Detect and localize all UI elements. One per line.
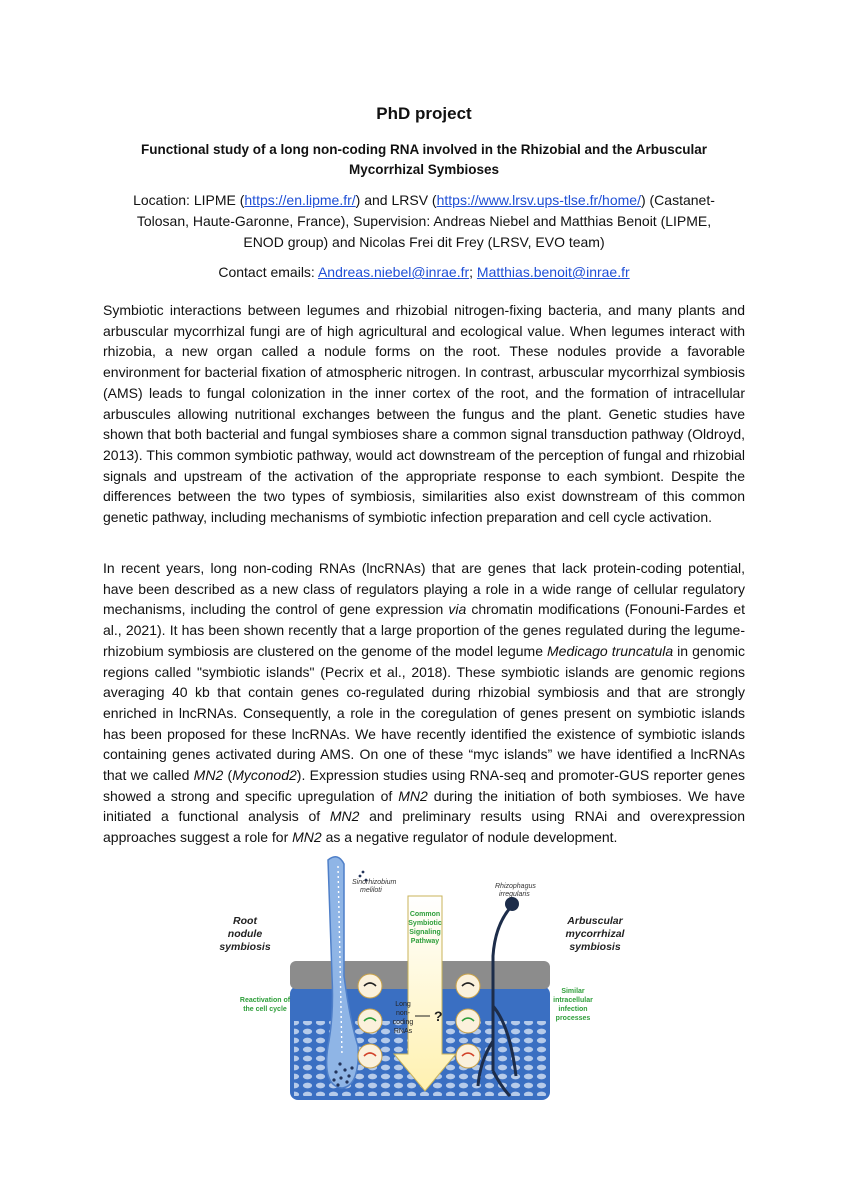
location-prefix: Location: LIPME ( xyxy=(133,192,245,208)
question-mark: ? xyxy=(434,1008,443,1024)
para2-text-7: and preliminary results using RNAi and overexpression approaches suggest a role for xyxy=(103,808,745,846)
similar-label-2: intracellular xyxy=(553,997,593,1004)
para2-text-5: ). Expression studies using RNA-seq and promoter-GUS reporter genes showed a strong and specific upregulation of xyxy=(103,767,745,804)
location-block xyxy=(118,190,730,253)
para2-species-name: Medicago truncatula xyxy=(547,642,674,659)
para2-myconod2: Myconod2 xyxy=(232,767,297,784)
symbiosis-figure xyxy=(210,856,640,1106)
location-mid: ) and LRSV ( xyxy=(355,192,437,208)
amf-label-1: Arbuscular xyxy=(567,915,623,927)
lncrna-label-1: Long xyxy=(395,1001,411,1008)
lipme-link[interactable]: https://en.lipme.fr/ xyxy=(244,192,356,208)
para2-text-4: ( xyxy=(223,767,233,784)
contact-prefix: Contact emails: xyxy=(218,264,318,280)
root-nodule-label-3: symbiosis xyxy=(219,941,271,953)
reactivation-label-2: the cell cycle xyxy=(243,1006,287,1013)
paragraph-intro: Symbiotic interactions between legumes and rhizobial nitrogen-fixing bacteria, and many plants and arbuscular mycorrhizal fungi are of high agricultural and ecological value. When legumes interact with rhizobia, a new organ called a nodule forms on the root. These nodules provide a favorable environment for bacterial fixation of atmospheric nitrogen. In contrast, arbuscular mycorrhizal symbiosis (AMS) leads to fungal colonization in the inner cortex of the root, and the formation of intracellular arbuscules allowing nutritional exchanges between the fungus and the plant. Genetic studies have shown that both bacterial and fungal symbioses share a common signal transduction pathway (Oldroyd, 2013). This common symbiotic pathway, would act downstream of the perception of fungal and rhizobial signals and upstream of the activation of the appropriate response to each symbiont. Despite the differences between the two types of symbiosis, similarities also exist downstream of this common genetic pathway, including mechanisms of symbiotic infection preparation and cell cycle activation. xyxy=(103,302,745,526)
page-title: PhD project xyxy=(376,104,472,123)
root-nodule-label-1: Root xyxy=(233,915,257,927)
para2-mn2-c: MN2 xyxy=(329,808,360,825)
rhizophagus-label-1: Rhizophagus xyxy=(495,883,536,890)
contact-separator: ; xyxy=(469,264,477,280)
rhizophagus-label-2: irregularis xyxy=(499,891,530,898)
lncrna-label-3: coding xyxy=(392,1019,414,1026)
location-suffix: ) (Castanet-Tolosan, Haute-Garonne, France), Supervision: Andreas Niebel and Matthias Benoit (LIPME, ENOD group) and Nicolas Frei dit Frey (LRSV, EVO team) xyxy=(136,192,715,250)
subtitle-line-1: Functional study of a long non-coding RNA involved in the Rhizobial and the Arbuscular xyxy=(140,142,707,157)
similar-label-3: infection xyxy=(558,1006,588,1013)
sinorhizobium-label-2: meliloti xyxy=(360,887,382,894)
amf-label-3: symbiosis xyxy=(569,941,621,953)
para2-text-8: as a negative regulator of nodule development. xyxy=(321,829,618,846)
reactivation-label-1: Reactivation of xyxy=(239,997,291,1004)
para2-text-3: in genomic regions called "symbiotic islands" (Pecrix et al., 2018). These symbiotic islands are genomic regions averaging 40 kb that contain genes co-regulated during rhizobial symbiosis and that are strongly enriched in lncRNAs. Consequently, a role in the coregulation of genes present on symbiotic islands has been proposed for these lncRNAs. We have recently identified the existence of symbiotic islands containing genes activated during AMS. On one of these “myc islands” we have identified a lncRNAs that we called xyxy=(103,642,745,784)
csp-label-3: Signaling xyxy=(409,929,441,936)
lncrna-label-2: non- xyxy=(395,1010,411,1017)
csp-label-4: Pathway xyxy=(410,938,440,945)
similar-label-1: Similar xyxy=(561,988,585,995)
root-nodule-label-2: nodule xyxy=(227,928,263,940)
project-subtitle xyxy=(120,140,728,180)
para2-mn2-b: MN2 xyxy=(398,787,428,804)
lrsv-link[interactable]: https://www.lrsv.ups-tlse.fr/home/ xyxy=(436,192,641,208)
amf-label-2: mycorrhizal xyxy=(565,928,625,940)
subtitle-line-2: Mycorrhizal Symbioses xyxy=(348,162,500,177)
csp-label-1: Common xyxy=(409,911,441,918)
para2-via: via xyxy=(448,601,467,618)
lncrna-label-4: RNAs xyxy=(393,1028,413,1035)
sinorhizobium-label-1: Sinorhizobium xyxy=(352,879,397,886)
para2-text-1: In recent years, long non-coding RNAs (lncRNAs) that are genes that lack protein-coding potential, have been described as a new class of regulators playing a role in a wide range of cellular regulatory mechanisms, including the control of gene expression xyxy=(103,560,745,618)
email-link-niebel[interactable]: Andreas.niebel@inrae.fr xyxy=(317,264,470,280)
fungal-spore xyxy=(505,897,519,911)
paragraph-lncrna xyxy=(103,558,745,848)
similar-label-4: processes xyxy=(555,1015,591,1022)
csp-label-2: Symbiotic xyxy=(408,920,442,927)
para2-mn2-a: MN2 xyxy=(193,767,224,784)
para2-mn2-d: MN2 xyxy=(292,829,322,846)
para2-text-2: chromatin modifications (Fonouni-Fardes et al., 2021). It has been shown recently that a large proportion of the genes regulated during the legume-rhizobium symbiosis are clustered on the genome of the model legume xyxy=(103,601,745,659)
para2-text-6: during the initiation of both symbioses. We have initiated a functional analysis of xyxy=(103,787,745,825)
email-link-benoit[interactable]: Matthias.benoit@inrae.fr xyxy=(476,264,630,280)
contact-block xyxy=(0,264,848,280)
